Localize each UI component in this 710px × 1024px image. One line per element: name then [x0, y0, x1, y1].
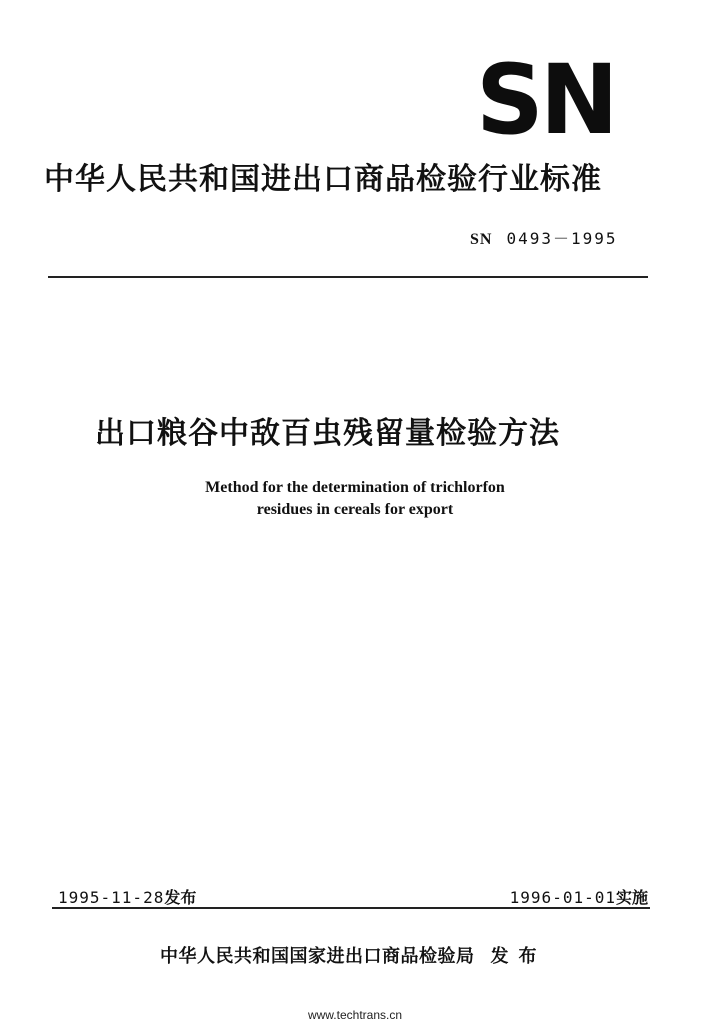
implementation-date-label: 实施	[615, 888, 648, 907]
issue-date-value: 1995-11-28	[58, 888, 165, 907]
issuing-authority	[160, 942, 547, 968]
top-divider	[48, 276, 648, 278]
document-number	[470, 226, 618, 249]
issuing-authority-action: 发布	[490, 946, 547, 967]
document-number-code: 0493－1995	[506, 229, 618, 248]
bottom-divider	[52, 907, 650, 909]
issue-date-label: 发布	[164, 888, 197, 907]
english-title-line-2: residues in cereals for export	[256, 501, 454, 518]
implementation-date	[510, 885, 648, 908]
document-number-prefix: SN	[470, 231, 493, 248]
main-title: 出口粮谷中敌百虫残留量检验方法	[95, 416, 560, 451]
sn-logo: SN	[476, 44, 615, 156]
english-title	[60, 477, 650, 521]
source-watermark: www.techtrans.cn	[307, 1008, 403, 1022]
english-title-line-1: Method for the determination of trichlorfon	[205, 479, 505, 496]
implementation-date-value: 1996-01-01	[509, 888, 616, 907]
issue-date	[58, 885, 196, 908]
standard-category-title: 中华人民共和国进出口商品检验行业标准	[44, 162, 602, 197]
issuing-authority-name: 中华人民共和国国家进出口商品检验局	[160, 946, 475, 967]
